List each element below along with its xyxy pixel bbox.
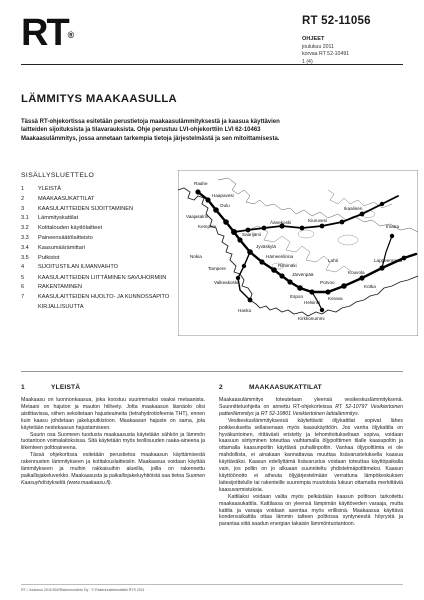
- paragraph: Suurin osa Suomeen tuodusta maakaasusta käytetään sähkön ja lämmön tuotantoon voimalaitoksissa. Sitä käytetään myös teollisuuden raaka-aineena ja liikenteen polttoaineena.: [21, 431, 205, 452]
- map-label: Valkeakoski: [214, 280, 239, 285]
- intro-line: Maakaasulämmitys, jossa annetaan tarkempia tietoja järjestelmästä ja sen mitoittamisesta.: [21, 135, 280, 142]
- toc-item: 7 KAASULAITTEIDEN HUOLTO- JA KUNNOSSAPITO: [21, 294, 170, 301]
- section-heading-yleista: 1 YLEISTÄ: [21, 384, 81, 391]
- meta-replaces: korvaa RT 52-10491: [302, 51, 350, 58]
- map-label: Porvoo: [320, 280, 335, 285]
- map-label: Järvenpää: [292, 272, 314, 277]
- toc-heading: SISÄLLYSLUETTELO: [21, 172, 95, 179]
- meta-type: OHJEET: [302, 36, 325, 42]
- map-label: Lappeenranta: [374, 258, 403, 263]
- map-label: Espoo: [290, 294, 304, 299]
- toc-item: 3.2 Kotitalouden käyttölaitteet: [21, 225, 103, 232]
- section-divider: [21, 371, 403, 372]
- map-label: Kempele: [198, 224, 217, 229]
- section-body-maakaasukattilat: [219, 397, 403, 528]
- toc-item: 3.1 Lämmityskattilat: [21, 215, 79, 222]
- toc-item: 3 KAASULAITTEIDEN SIJOITTAMINEN: [21, 205, 134, 212]
- paragraph: Vesikeskuslämmityksessä käytettävät öljykattilat sopivat lähes poikkeuksetta sellaisenaan myös kaasukäyttöön. Jos vanha öljykattila on hyväkuntoinen, riittävästi eristetty ja tehomitoitukseltaan sopiva, voidaan kaasuun siirtyminen toteuttaa vaihtamalla öljypolttimen tilalle kaasupoltin ja ottamalla kaasunpoltin käyttävä puhallinpoltin. Vanhaa öljypolttimia ei ole mahdollista, ei ainakaan kannattavaa muuttaa lisävarusteluksella kaasua käyttäväksi. Kaasun edellyttämä lisävarustus voidaan toteuttaa käyttöpaikalla vain, jos poltin on jo alkuaan suunniteltu yhdistelmäpolttimeksi. Kaasun käyttöönotto ei aiheuta öljyjärjestelmään verrattuna lämpökeskuksen laitesijoittelulle tai rakenteille suurempia muutoksia lukuun ottamatta merkittäviä kaasuvarmistuksia.: [219, 417, 403, 493]
- toc-item: 3.3 Paineensäätölaitteisto: [21, 234, 93, 241]
- section-body-yleista: [21, 397, 205, 487]
- map-label: Ikaalinen: [344, 206, 363, 211]
- intro-text: [21, 118, 403, 143]
- intro-line: laitteiden sijoituksista ja tilavarauksista. Ohje perustuu LVI-ohjekorttiin LVI 62-10463: [21, 127, 261, 134]
- map-label: Tampere: [208, 266, 226, 271]
- footer-text: RT / Joulukuu 2011/900/Rakennustieto Oy · © Rakennustietosäätiö RTS 2011: [21, 588, 145, 592]
- toc-item: KIRJALLISUUTTA: [38, 303, 84, 310]
- map-label: Nokia: [190, 254, 202, 259]
- toc-item: 5 KAASULAITTEIDEN LIITTÄMINEN SAVUHORMIIN: [21, 274, 167, 281]
- map-label: Kirkkonummi: [298, 316, 325, 321]
- section-heading-maakaasukattilat: 2 MAAKAASUKATTILAT: [219, 384, 322, 391]
- gas-network-map: [178, 170, 418, 336]
- map-label: Hämeenlinna: [266, 254, 294, 259]
- map-label: Lahti: [328, 258, 338, 263]
- map-label: Haapavesi: [212, 193, 234, 198]
- table-of-contents: [21, 185, 171, 312]
- paragraph: Maakaasulämmitys toteutetaan yleensä vesikeskuslämmityksenä. Suunnitteluohjeita on annettu RT-ohjekorteissa RT 52-10797 Vesikiertoinen patterilämmitys ja RT 52-10801 Vesikiertoinen lattialämmitys.: [219, 397, 403, 417]
- page-title: LÄMMITYS MAAKAASULLA: [21, 93, 177, 105]
- map-label: Jyväskylä: [256, 244, 276, 249]
- paragraph: Tässä ohjekortissa esitetään perustietoa maakaasun käyttämisestä rakennusten lämmitykseen ja kotitalouslaitteisiin. Maakaasua voidaan käyttää lämmitykseen ja muihin rakkaisuihin alueilla, joilla on rakennettu paikallisjakeluverkko. Maakaasusta ja paikallisjakeluyhtiöistä saa tietoa Suomen Kaasuyhdistykseltä (www.maakaasu.fi).: [21, 452, 205, 486]
- toc-item: 2 MAAKAASUKATTILAT: [21, 195, 95, 202]
- map-label: Kouvola: [348, 270, 365, 275]
- toc-item: 4 SIJOITUSTILAN ILMANVAIHTO: [21, 264, 118, 271]
- toc-item: 1 YLEISTÄ: [21, 186, 62, 192]
- toc-item: 3.5 Putkistot: [21, 254, 60, 261]
- map-label: Oulu: [220, 203, 230, 208]
- map-label: Kerava: [328, 296, 343, 301]
- map-label: Kiuruvesi: [308, 218, 327, 223]
- meta-date: joulukuu 2011: [302, 43, 334, 50]
- rt-logo: RT®: [21, 12, 75, 54]
- map-label: Riihimäki: [278, 263, 297, 268]
- header-divider: [21, 64, 403, 65]
- paragraph: Kattilaksi voidaan valita myös pelkästään kaasun polttoon tarkoitettu maakaasukattila. Kattilassa on yleensä lämpimän käyttöveden varaaja, mutta kattila ja varaaja voidaan asentaa myös erillisinä. Maakaasua käyttävä kondenssikattila ottaa lämmin talteen polttossa syntyneestä höyrystä ja parantaa siitä saadun energian takaisin lämmöntuotantoon.: [219, 493, 403, 528]
- map-label: Vaajasalmi: [186, 214, 209, 219]
- map-label: Hanko: [238, 308, 252, 313]
- registered-mark: ®: [67, 30, 75, 40]
- toc-item: 3.4 Kaasumäärämittari: [21, 244, 85, 251]
- map-label: Helsinki: [304, 300, 321, 305]
- toc-item: 6 RAKENTAMINEN: [21, 283, 83, 290]
- footer-divider: [21, 584, 403, 585]
- map-label: Raahe: [194, 181, 208, 186]
- map-label: Kotka: [364, 284, 376, 289]
- map-label: Imatra: [386, 224, 400, 229]
- intro-line: Tässä RT-ohjekortissa esitetään perustietoja maakaasulämmityksestä ja kaasua käyttävien: [21, 119, 280, 125]
- paragraph: Maakaasu on luonnonkaasua, joka koostuu suurimmaksi osaksi metaanista. Metaani on hajuton ja mauton hiilivety. Jotta maakaasun läsnäolo olisi aistittavissa, siihen sekoitetaan hajusteaineita (tetrahydrotiofeenia THT), ennen kuin kaasu johdetaan jakeluputkistoon. Maakaasun hajuste on sama, jota käytetään nestekaasun hajustamiseen.: [21, 397, 205, 431]
- map-label: Äänekoski: [270, 220, 292, 225]
- map-label: Saarijärvi: [242, 232, 262, 237]
- document-meta: [302, 36, 349, 66]
- meta-pages: 1 (4): [302, 58, 313, 65]
- document-number: RT 52-11056: [302, 15, 371, 27]
